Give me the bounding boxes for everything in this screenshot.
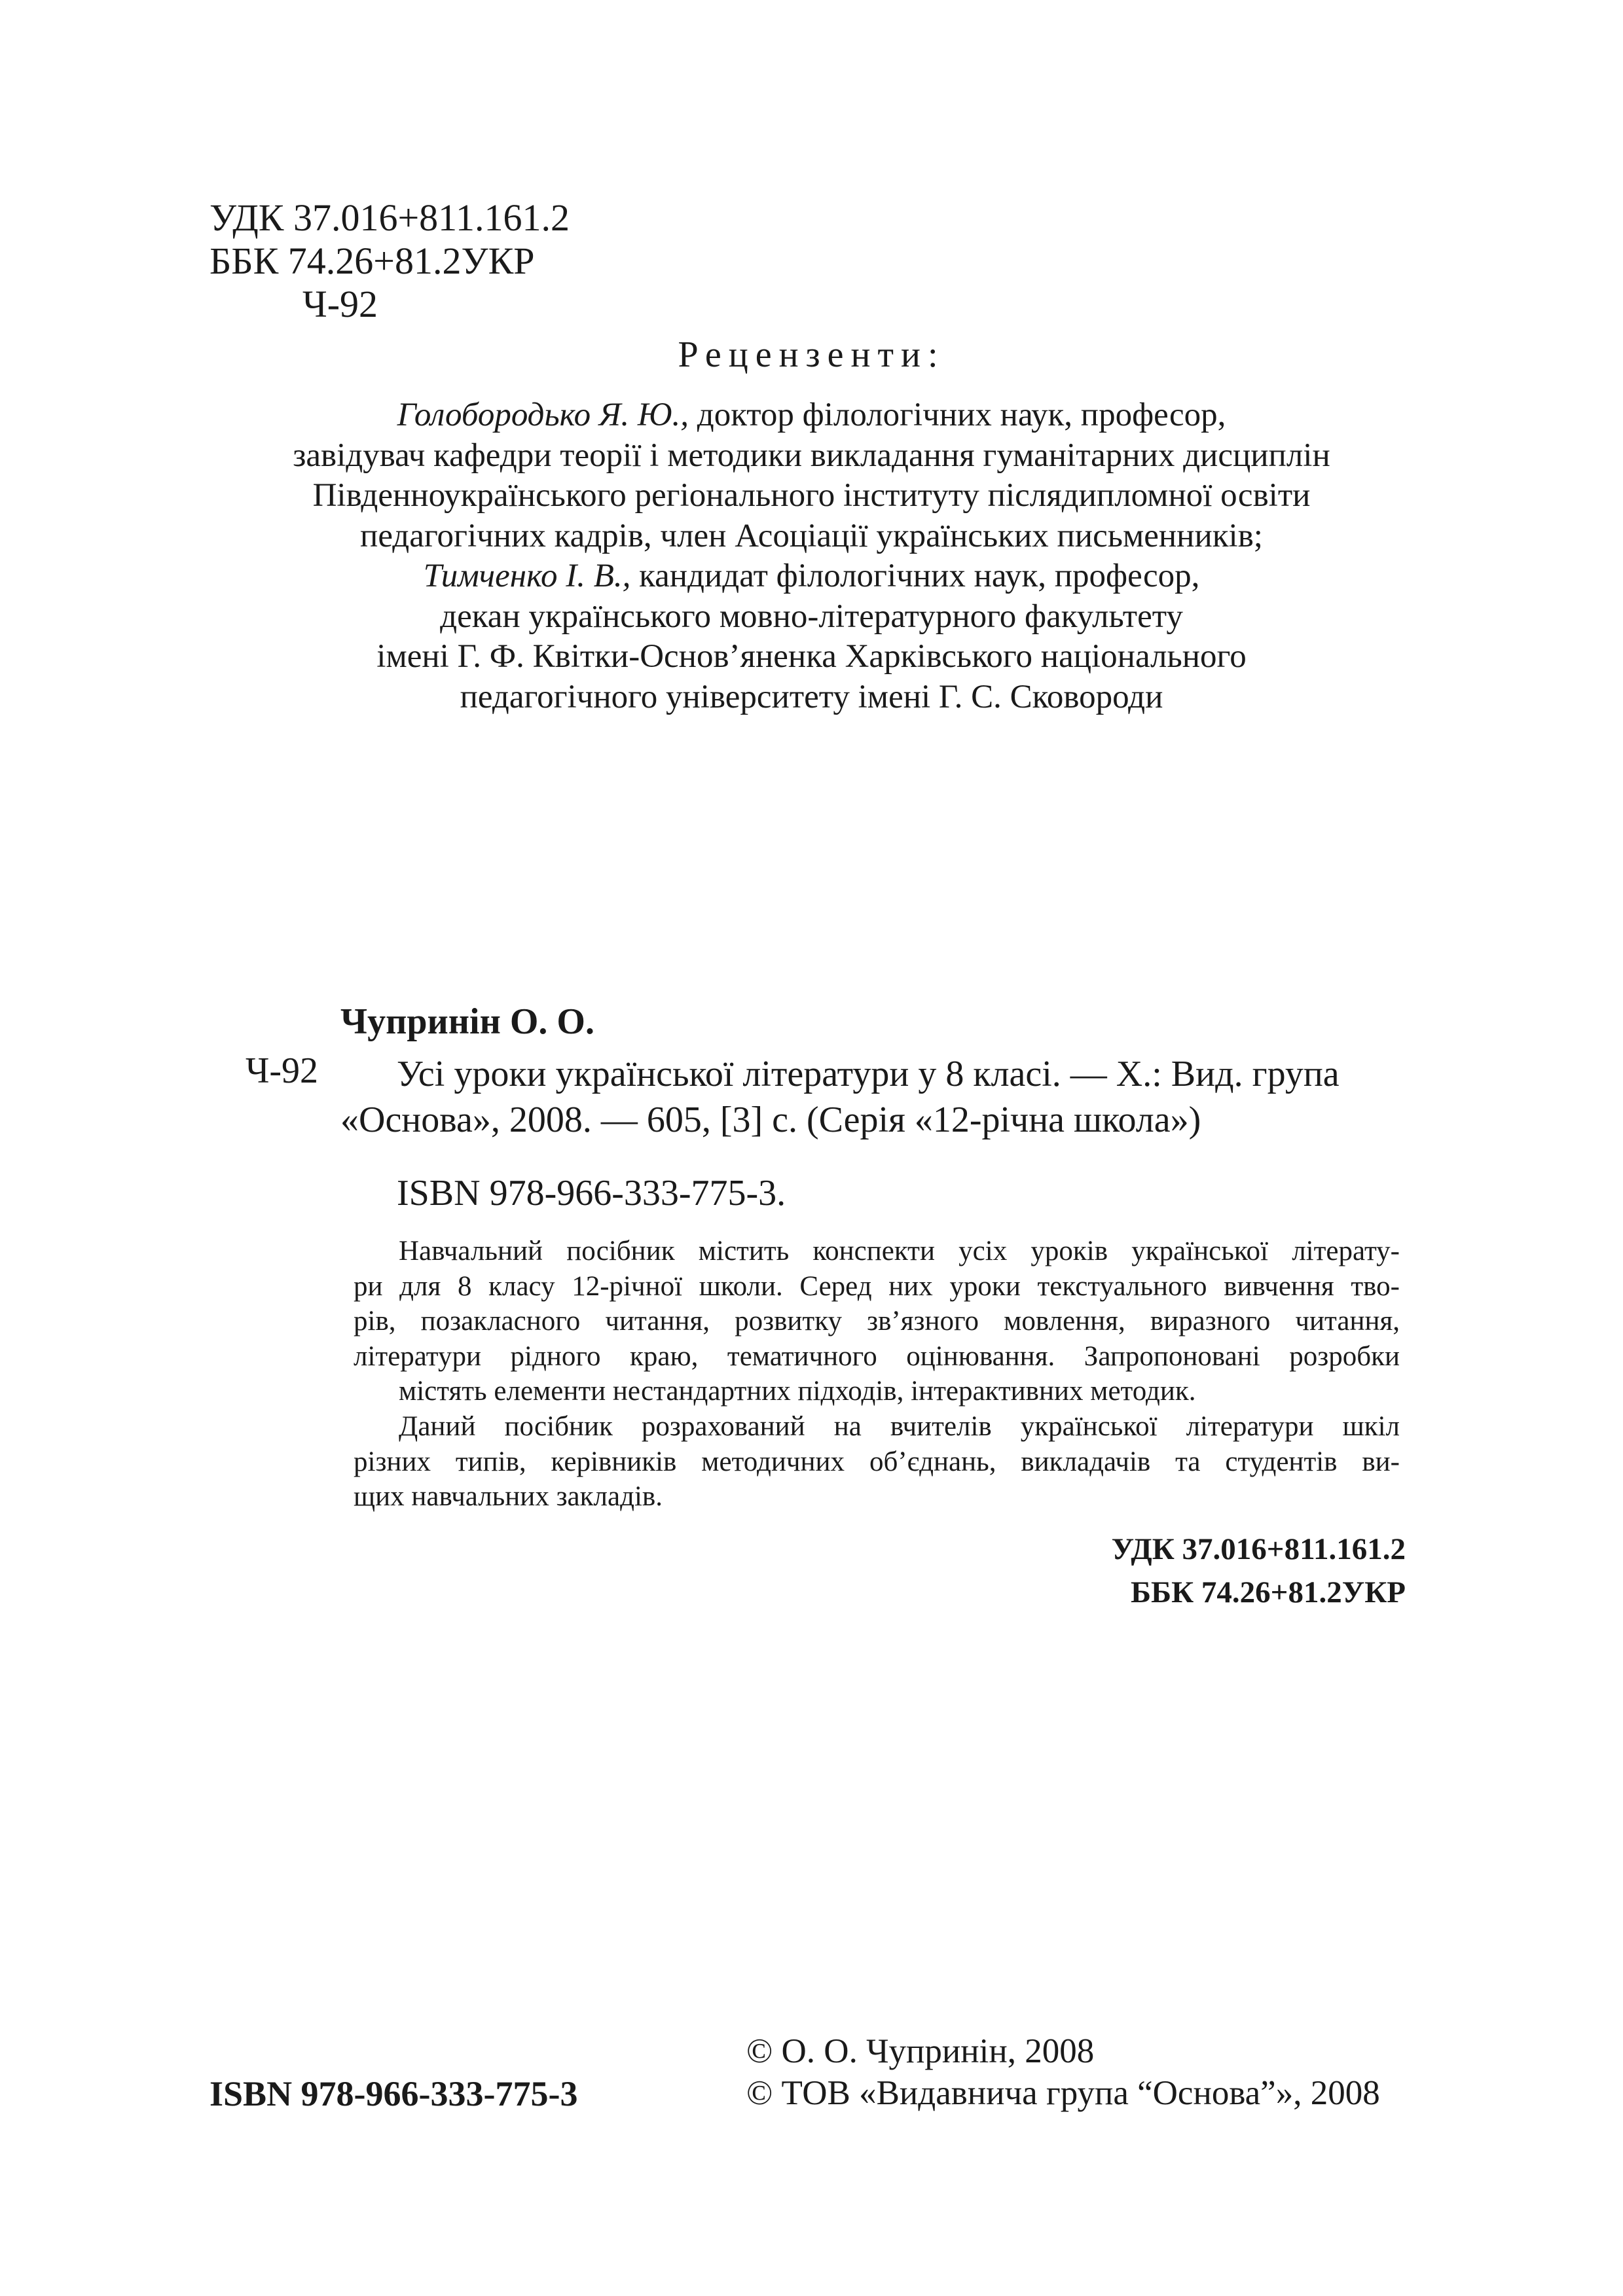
reviewer-1-line-1: Голобородько Я. Ю., доктор філологічних наук, професор,: [397, 397, 1226, 433]
reviewer-1-name: Голобородько Я. Ю.,: [397, 397, 689, 433]
reviewer-2-name: Тимченко І. В.,: [423, 558, 631, 594]
entry-title-line-1: Усі уроки української літератури у 8 класі. — Х.: Вид. група: [397, 1054, 1340, 1094]
bbk-code: ББК 74.26+81.2УКР: [210, 240, 535, 282]
annotation-line: ри для 8 класу 12-річної школи. Серед них уроки текстуального вивчення тво-: [354, 1270, 1400, 1302]
annotation-line: містять елементи нестандартних підходів, інтерактивних методик.: [399, 1376, 1196, 1407]
reviewer-2-line-3: імені Г. Ф. Квітки-Основ’яненка Харківського національного: [376, 638, 1247, 675]
reviewer-2-line-2: декан українського мовно-літературного факультету: [440, 598, 1183, 635]
classification-codes: [1112, 1528, 1406, 1614]
reviewer-1-line-2: завідувач кафедри теорії і методики викладання гуманітарних дисциплін: [293, 437, 1330, 474]
annotation-line: рів, позакласного читання, розвитку зв’язного мовлення, виразного читання,: [354, 1306, 1400, 1337]
footer-isbn: ISBN 978-966-333-775-3: [210, 2074, 578, 2113]
udk-code: УДК 37.016+811.161.2: [210, 196, 570, 239]
codes-bbk: ББК 74.26+81.2УКР: [1130, 1575, 1406, 1609]
reviewers-block: [0, 395, 1623, 717]
reviewer-2-line-1: Тимченко І. В., кандидат філологічних наук, професор,: [423, 558, 1200, 594]
entry-mark: Ч-92: [246, 1050, 319, 1091]
codes-udk: УДК 37.016+811.161.2: [1111, 1532, 1406, 1566]
entry-title-line-2: «Основа», 2008. — 605, [3] с. (Серія «12-річна школа»): [340, 1100, 1201, 1140]
copyright-publisher: © ТОВ «Видавнича група “Основа”», 2008: [746, 2074, 1380, 2112]
author-mark: Ч-92: [302, 283, 378, 325]
annotation-line: різних типів, керівників методичних об’єднань, викладачів та студентів ви-: [354, 1446, 1400, 1477]
reviewer-1-line-4: педагогічних кадрів, член Асоціації українських письменників;: [360, 517, 1263, 554]
annotation: [354, 1234, 1400, 1515]
annotation-line: Даний посібник розрахований на вчителів української літератури шкіл: [399, 1410, 1400, 1442]
reviewers-heading: Рецензенти:: [678, 334, 945, 375]
entry-author: Чупринін О. О.: [340, 1001, 594, 1042]
entry-isbn: ISBN 978-966-333-775-3.: [397, 1173, 786, 1213]
reviewer-1-line-3: Південноукраїнського регіонального інституту післядипломної освіти: [312, 477, 1311, 514]
annotation-line: літератури рідного краю, тематичного оцінювання. Запропоновані розробки: [354, 1340, 1400, 1372]
annotation-line: щих навчальних закладів.: [354, 1481, 663, 1513]
copyright-author: © О. О. Чупринін, 2008: [746, 2032, 1095, 2070]
reviewer-2-line-4: педагогічного університету імені Г. С. Сковороди: [460, 678, 1163, 715]
annotation-line: Навчальний посібник містить конспекти усіх уроків української літерату-: [399, 1236, 1400, 1266]
